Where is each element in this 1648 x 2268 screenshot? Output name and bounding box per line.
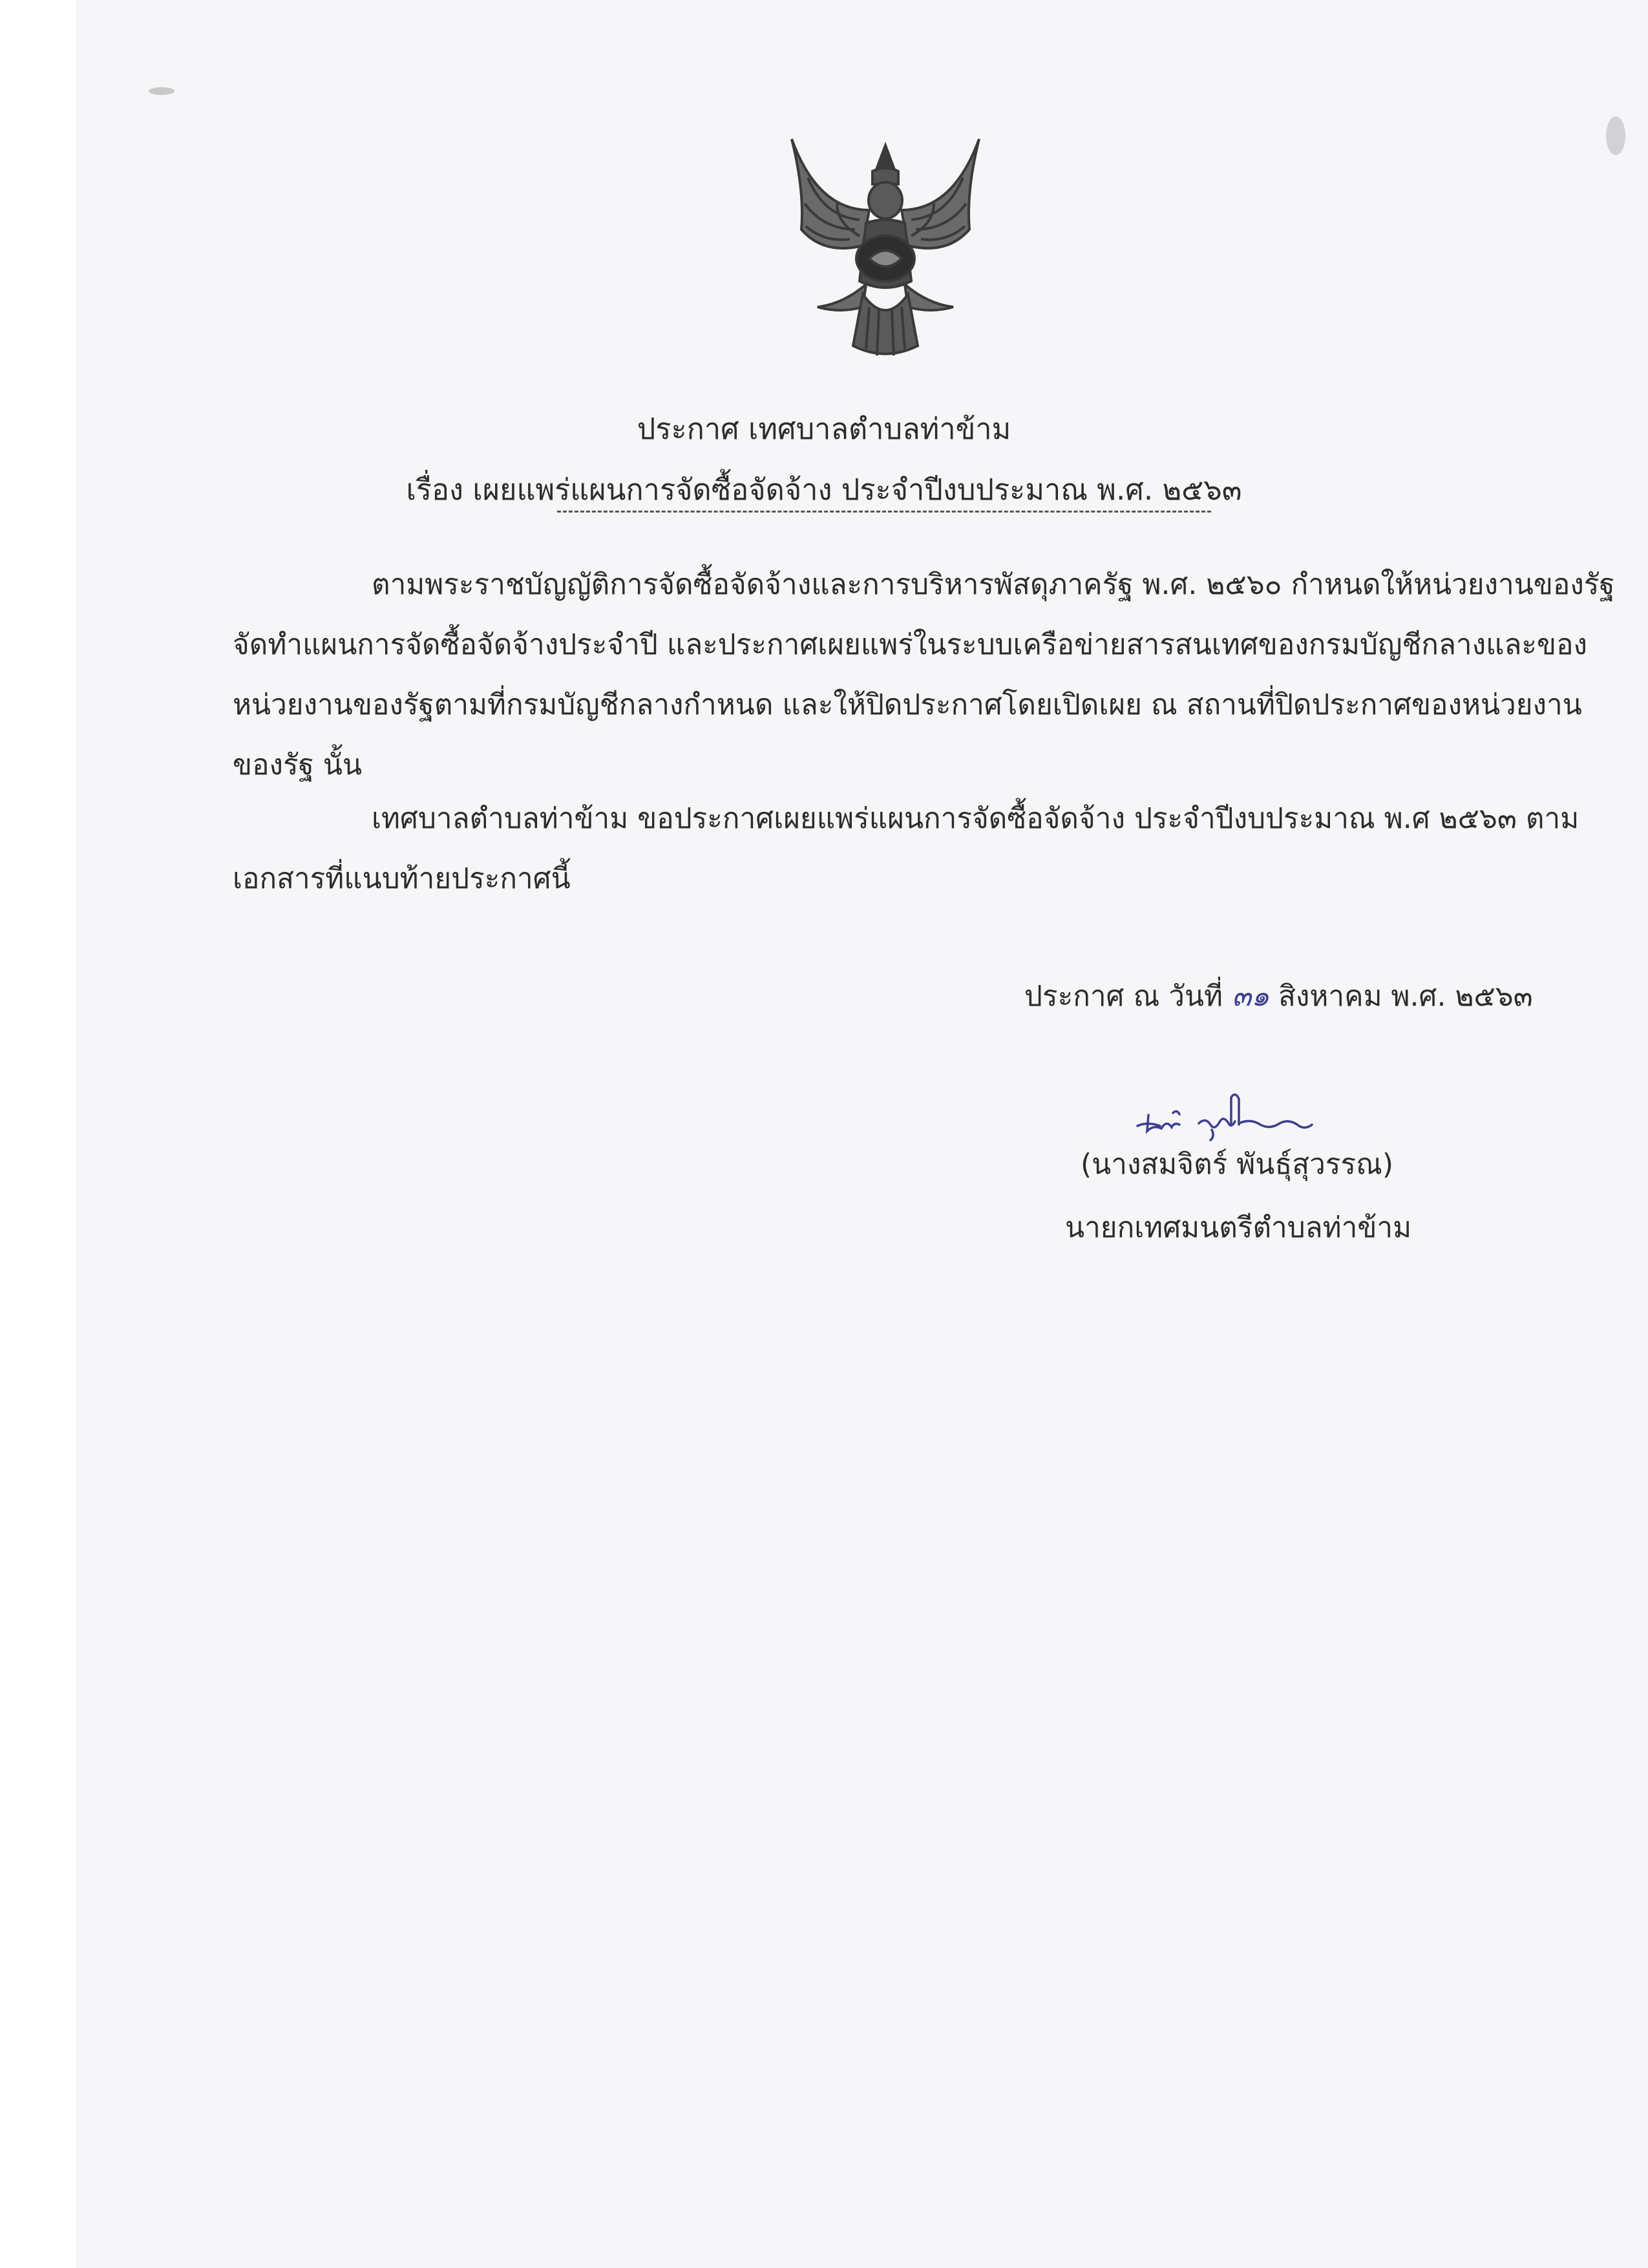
scan-speck — [1606, 116, 1625, 155]
handwritten-signature — [1134, 1086, 1315, 1150]
divider — [557, 511, 1211, 513]
date-prefix: ประกาศ ณ วันที่ — [1024, 980, 1223, 1013]
garuda-emblem-icon — [779, 132, 992, 362]
paragraph-1-line-3: หน่วยงานของรัฐตามที่กรมบัญชีกลางกำหนด และให้ปิดประกาศโดยเปิดเผย ณ สถานที่ปิดประกาศของหน่วยงาน — [233, 688, 1582, 721]
paragraph-2-line-2: เอกสารที่แนบท้ายประกาศนี้ — [233, 862, 571, 895]
signatory-name: (นางสมจิตร์ พันธุ์สุวรรณ) — [1081, 1148, 1394, 1181]
announcement-title: ประกาศ เทศบาลตำบลท่าข้าม — [637, 412, 1011, 446]
subject-line: เรื่อง เผยแพร่แผนการจัดซื้อจัดจ้าง ประจำปีงบประมาณ พ.ศ. ๒๕๖๓ — [406, 472, 1242, 507]
handwritten-day: ๓๑ — [1232, 980, 1270, 1013]
paragraph-1-line-4: ของรัฐ นั้น — [233, 748, 363, 781]
scan-speck — [149, 87, 174, 95]
paragraph-2-line-1: เทศบาลตำบลท่าข้าม ขอประกาศเผยแพร่แผนการจัดซื้อจัดจ้าง ประจำปีงบประมาณ พ.ศ ๒๕๖๓ ตาม — [372, 802, 1579, 835]
announcement-date — [1024, 977, 1533, 1016]
paragraph-1-line-2: จัดทำแผนการจัดซื้อจัดจ้างประจำปี และประกาศเผยแพร่ในระบบเครือข่ายสารสนเทศของกรมบัญชีกลางและของ — [233, 628, 1588, 661]
paragraph-1-line-1: ตามพระราชบัญญัติการจัดซื้อจัดจ้างและการบริหารพัสดุภาครัฐ พ.ศ. ๒๕๖๐ กำหนดให้หน่วยงานของรัฐ — [372, 568, 1615, 601]
signatory-title: นายกเทศมนตรีตำบลท่าข้าม — [1065, 1211, 1412, 1244]
date-month-year: สิงหาคม พ.ศ. ๒๕๖๓ — [1278, 980, 1533, 1013]
